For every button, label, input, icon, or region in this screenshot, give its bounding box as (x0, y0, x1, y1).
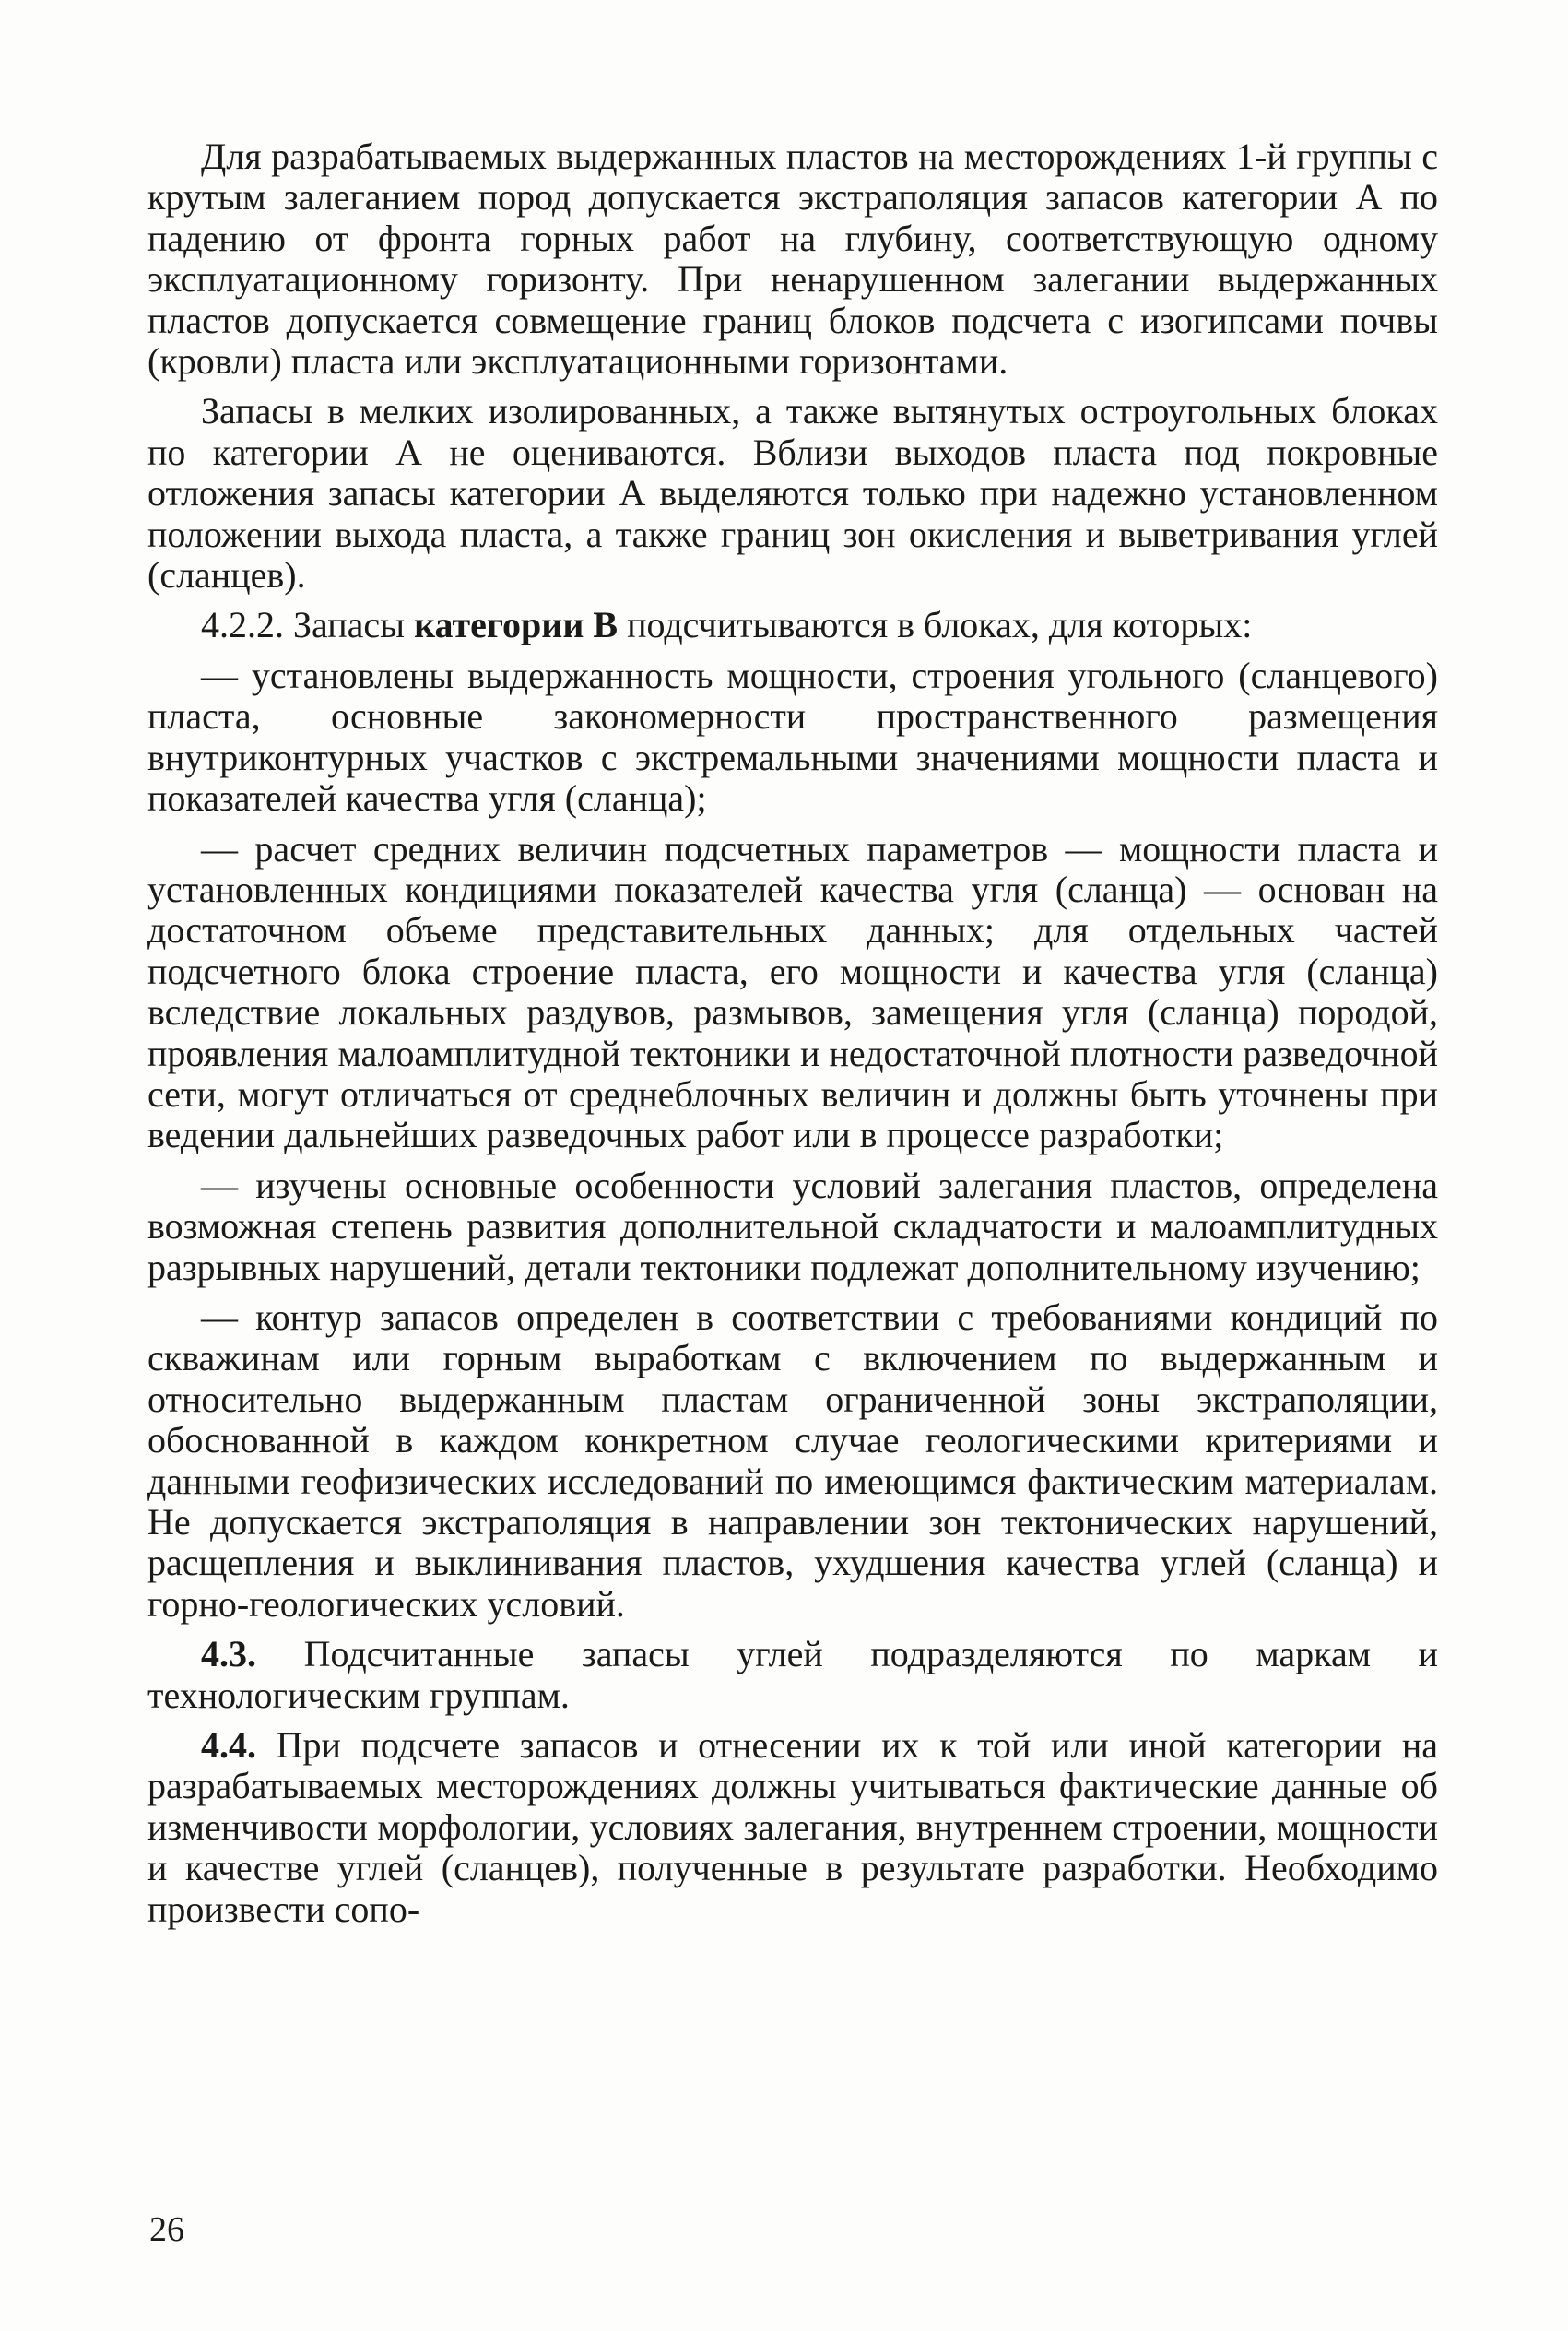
paragraph: Для разрабатываемых выдержанных пластов на месторождениях 1-й группы с крутым залеганием пород допускается экстраполяция запасов категории А по падению от фронта горных работ на глубину, соответствующую одному эксплуатационному горизонту. При ненарушенном залегании выдержанных пластов допускается совмещение границ блоков подсчета с изогипсами почвы (кровли) пласта или эксплуатационными горизонтами. (147, 136, 1438, 383)
list-item: — изучены основные особенности условий залегания пластов, определена возможная степень развития дополнительной складчатости и малоамплитудных разрывных нарушений, детали тектоники подлежат дополнительному изучению; (147, 1164, 1438, 1288)
paragraph: Запасы в мелких изолированных, а также вытянутых остроугольных блоках по категории А не оцениваются. Вблизи выходов пласта под покровные отложения запасы категории А выделяются только при надежно установленном положении выхода пласта, а также границ зон окисления и выветривания углей (сланцев). (147, 390, 1438, 597)
body-text (147, 136, 1438, 1930)
category-b-term: категории В (414, 604, 619, 646)
section-text-before: Запасы (293, 604, 406, 646)
section-number: 4.3. (201, 1633, 256, 1675)
section-4-4 (147, 1725, 1438, 1930)
section-number: 4.2.2. (201, 604, 284, 646)
list-item: — установлены выдержанность мощности, строения угольного (сланцевого) пласта, основные закономерности пространственного размещения внутриконтурных участков с экстремальными значениями мощности пласта и показателей качества угля (сланца); (147, 654, 1438, 820)
section-4-3 (147, 1634, 1438, 1716)
section-4-2-2 (147, 605, 1438, 645)
section-number: 4.4. (201, 1724, 256, 1767)
page-number: 26 (149, 2210, 184, 2249)
list-item: — контур запасов определен в соответствии с требованиями кондиций по скважинам или горным выработкам с включением по выдержанным и относительно выдержанным пластам ограниченной зоны экстраполяции, обоснованной в каждом конкретном случае геологическими критериями и данными геофизических исследований по имеющимся фактическим материалам. Не допускается экстраполяция в направлении зон тектонических нарушений, расщепления и выклинивания пластов, ухудшения качества углей (сланца) и горно-геологических условий. (147, 1296, 1438, 1625)
section-text-after: подсчитываются в блоках, для которых: (627, 604, 1253, 646)
section-text: При подсчете запасов и отнесении их к той или иной категории на разрабатываемых месторождениях должны учитываться фактические данные об изменчивости морфологии, условиях залегания, внутреннем строении, мощности и качестве углей (сланцев), полученные в результате разработки. Необходимо произвести сопо- (147, 1724, 1438, 1930)
list-item: — расчет средних величин подсчетных параметров — мощности пласта и установленных кондициями показателей качества угля (сланца) — основан на достаточном объеме представительных данных; для отдельных частей подсчетного блока строение пласта, его мощности и качества угля (сланца) вследствие локальных раздувов, размывов, замещения угля (сланца) породой, проявления малоамплитудной тектоники и недостаточной плотности разведочной сети, могут отличаться от среднеблочных величин и должны быть уточнены при ведении дальнейших разведочных работ или в процессе разработки; (147, 827, 1438, 1156)
section-text: Подсчитанные запасы углей подразделяются по маркам и технологическим группам. (147, 1633, 1439, 1716)
